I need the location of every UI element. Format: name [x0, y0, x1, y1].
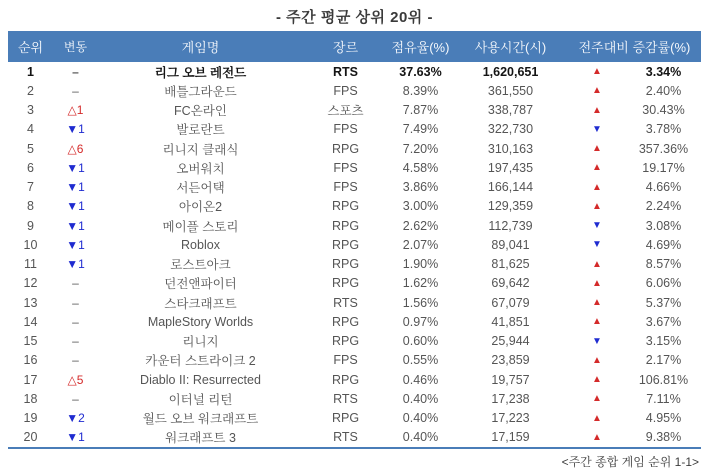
genre-cell: RTS — [333, 295, 358, 310]
game-name-cell: 서든어택 — [176, 181, 225, 196]
usage-time-cell: 69,642 — [491, 276, 530, 291]
share-cell: 0.40% — [402, 391, 439, 406]
rank-change-cell: – — [72, 83, 79, 98]
table-row — [8, 216, 701, 235]
game-name-cell: 발로란트 — [176, 123, 225, 138]
rank-cell: 20 — [23, 430, 38, 445]
game-name-cell: 던전앤파이터 — [164, 277, 237, 292]
share-cell: 37.63% — [399, 64, 442, 79]
game-name-cell: 오버워치 — [176, 161, 225, 176]
share-cell: 0.60% — [402, 334, 439, 349]
share-cell: 3.00% — [402, 199, 439, 214]
game-name-cell: 리니지 — [182, 335, 219, 350]
header-genre: 장르 — [332, 40, 359, 55]
header-usage-time: 사용시간(시) — [474, 40, 547, 55]
genre-cell: FPS — [333, 160, 358, 175]
share-cell: 4.58% — [402, 160, 439, 175]
usage-time-cell: 197,435 — [487, 160, 534, 175]
usage-time-cell: 361,550 — [487, 83, 534, 98]
share-cell: 1.62% — [402, 276, 439, 291]
trend-arrow-icon: ▲ — [592, 277, 602, 289]
genre-cell: RTS — [333, 64, 358, 79]
rate-cell: 6.06% — [645, 276, 682, 291]
genre-cell: FPS — [333, 122, 358, 137]
rank-cell: 7 — [27, 180, 34, 195]
game-name-cell: 워크래프트 3 — [165, 431, 236, 446]
genre-cell: RPG — [331, 218, 360, 233]
page-title: - 주간 평균 상위 20위 - — [276, 9, 433, 26]
table-row — [8, 409, 701, 428]
table-row — [8, 293, 701, 312]
trend-arrow-icon: ▲ — [592, 66, 602, 78]
rank-change-cell: – — [72, 391, 79, 406]
share-cell: 7.20% — [402, 141, 439, 156]
share-cell: 7.49% — [402, 122, 439, 137]
rate-cell: 9.38% — [645, 430, 682, 445]
trend-arrow-icon: ▲ — [592, 85, 602, 97]
table-row — [8, 370, 701, 389]
share-cell: 2.07% — [402, 237, 439, 252]
trend-arrow-icon: ▼ — [592, 123, 602, 135]
game-name-cell: Roblox — [181, 237, 220, 252]
usage-time-cell: 1,620,651 — [482, 64, 539, 79]
trend-arrow-icon: ▼ — [592, 239, 602, 251]
usage-time-cell: 81,625 — [491, 257, 530, 272]
table-row — [8, 255, 701, 274]
usage-time-cell: 23,859 — [491, 353, 530, 368]
rate-cell: 7.11% — [646, 391, 681, 406]
usage-time-cell: 338,787 — [487, 103, 534, 118]
rank-cell: 14 — [23, 314, 38, 329]
rate-cell: 4.66% — [645, 180, 682, 195]
genre-cell: RPG — [331, 237, 360, 252]
rate-cell: 8.57% — [645, 257, 682, 272]
game-name-cell: 카운터 스트라이크 2 — [145, 354, 256, 369]
rank-cell: 19 — [23, 411, 38, 426]
share-cell: 0.46% — [402, 372, 439, 387]
table-row — [8, 81, 701, 100]
header-game-name: 게임명 — [181, 40, 220, 55]
rank-cell: 3 — [27, 103, 34, 118]
rank-cell: 8 — [27, 199, 34, 214]
game-name-cell: MapleStory Worlds — [147, 314, 254, 329]
game-name-cell: 리니지 클래식 — [162, 142, 239, 157]
genre-cell: RPG — [331, 141, 360, 156]
table-row — [8, 178, 701, 197]
rate-cell: 3.67% — [645, 314, 682, 329]
game-name-cell: 메이플 스토리 — [162, 219, 239, 234]
share-cell: 0.40% — [402, 430, 439, 445]
trend-arrow-icon: ▲ — [592, 297, 602, 309]
genre-cell: RPG — [331, 276, 360, 291]
share-cell: 0.55% — [402, 353, 439, 368]
rate-cell: 4.69% — [645, 237, 682, 252]
usage-time-cell: 129,359 — [487, 199, 534, 214]
usage-time-cell: 166,144 — [487, 180, 534, 195]
footer-note: <주간 종합 게임 순위 1-1> — [561, 455, 699, 469]
share-cell: 1.56% — [402, 295, 439, 310]
rank-change-cell: ▼1 — [66, 237, 85, 252]
rate-cell: 4.95% — [645, 411, 682, 426]
genre-cell: FPS — [333, 353, 358, 368]
trend-arrow-icon: ▲ — [592, 316, 602, 328]
table-header-row — [8, 31, 701, 62]
trend-arrow-icon: ▲ — [592, 393, 602, 405]
trend-arrow-icon: ▲ — [592, 431, 602, 443]
rate-cell: 3.34% — [645, 64, 682, 79]
game-name-cell: FC온라인 — [174, 104, 227, 119]
rank-cell: 1 — [27, 64, 34, 79]
genre-cell: FPS — [333, 83, 358, 98]
trend-arrow-icon: ▲ — [592, 104, 602, 116]
table-row — [8, 274, 701, 293]
rate-cell: 30.43% — [642, 103, 685, 118]
rank-cell: 10 — [23, 237, 38, 252]
trend-arrow-icon: ▲ — [592, 162, 602, 174]
rate-cell: 19.17% — [642, 160, 685, 175]
table-row — [8, 235, 701, 254]
weekly-ranking-table — [8, 31, 701, 470]
rank-cell: 17 — [23, 372, 38, 387]
game-name-cell: 리그 오브 레전드 — [154, 65, 247, 80]
table-row — [8, 62, 701, 81]
rate-cell: 357.36% — [638, 141, 689, 156]
genre-cell: RTS — [333, 391, 358, 406]
trend-arrow-icon: ▲ — [592, 143, 602, 155]
genre-cell: RPG — [331, 199, 360, 214]
table-row — [8, 351, 701, 370]
genre-cell: RPG — [331, 257, 360, 272]
usage-time-cell: 310,163 — [487, 141, 534, 156]
share-cell: 0.97% — [402, 314, 439, 329]
rank-change-cell: ▼1 — [66, 199, 85, 214]
rank-change-cell: – — [72, 276, 79, 291]
game-name-cell: 아이온2 — [178, 200, 223, 215]
table-row — [8, 389, 701, 408]
rank-change-cell: △5 — [67, 372, 84, 387]
rank-change-cell: ▼1 — [66, 430, 85, 445]
game-name-cell: 로스트아크 — [170, 258, 231, 273]
usage-time-cell: 67,079 — [491, 295, 530, 310]
share-cell: 2.62% — [402, 218, 439, 233]
usage-time-cell: 19,757 — [491, 372, 530, 387]
rate-cell: 2.40% — [645, 83, 682, 98]
share-cell: 3.86% — [402, 180, 439, 195]
table-row — [8, 139, 701, 158]
game-name-cell: 스타크래프트 — [164, 296, 237, 311]
usage-time-cell: 17,159 — [491, 430, 530, 445]
rank-change-cell: △6 — [67, 141, 84, 156]
share-cell: 1.90% — [402, 257, 439, 272]
rank-cell: 16 — [23, 353, 38, 368]
genre-cell: RTS — [333, 430, 358, 445]
share-cell: 7.87% — [402, 103, 439, 118]
rank-cell: 2 — [27, 83, 34, 98]
trend-arrow-icon: ▲ — [592, 412, 602, 424]
table-body — [8, 62, 701, 447]
rank-change-cell: – — [72, 314, 79, 329]
rank-cell: 9 — [27, 218, 34, 233]
table-row — [8, 101, 701, 120]
game-name-cell: Diablo II: Resurrected — [140, 372, 261, 387]
share-cell: 8.39% — [402, 83, 439, 98]
usage-time-cell: 17,223 — [491, 411, 530, 426]
usage-time-cell: 25,944 — [491, 334, 530, 349]
usage-time-cell: 89,041 — [491, 237, 530, 252]
rank-cell: 13 — [23, 295, 38, 310]
rank-change-cell: ▼2 — [66, 411, 85, 426]
rate-cell: 106.81% — [638, 372, 689, 387]
trend-arrow-icon: ▲ — [592, 181, 602, 193]
genre-cell: RPG — [331, 372, 360, 387]
table-row — [8, 120, 701, 139]
rank-change-cell: – — [72, 334, 79, 349]
rank-change-cell: ▼1 — [66, 218, 85, 233]
rate-cell: 3.78% — [645, 122, 682, 137]
genre-cell: RPG — [331, 314, 360, 329]
rank-cell: 15 — [23, 334, 38, 349]
rank-cell: 5 — [27, 141, 34, 156]
genre-cell: RPG — [331, 411, 360, 426]
rank-cell: 18 — [23, 391, 38, 406]
trend-arrow-icon: ▲ — [592, 258, 602, 270]
rate-cell: 2.17% — [645, 353, 682, 368]
rate-cell: 2.24% — [645, 199, 682, 214]
header-wow-rate: 전주대비 증감률(%) — [578, 40, 691, 55]
share-cell: 0.40% — [402, 411, 439, 426]
rank-change-cell: △1 — [67, 103, 84, 118]
genre-cell: RPG — [331, 334, 360, 349]
header-share: 점유율(%) — [391, 40, 450, 55]
trend-arrow-icon: ▼ — [592, 335, 602, 347]
rank-change-cell: ▼1 — [66, 122, 85, 137]
table-row — [8, 158, 701, 177]
game-name-cell: 배틀그라운드 — [164, 84, 237, 99]
trend-arrow-icon: ▲ — [592, 374, 602, 386]
rank-change-cell: – — [72, 295, 79, 310]
rate-cell: 3.08% — [645, 218, 682, 233]
usage-time-cell: 112,739 — [488, 218, 533, 233]
rank-change-cell: ▼1 — [66, 180, 85, 195]
rate-cell: 3.15% — [645, 334, 682, 349]
trend-arrow-icon: ▲ — [592, 354, 602, 366]
table-row — [8, 312, 701, 331]
trend-arrow-icon: ▼ — [592, 220, 602, 232]
header-change: 변동 — [63, 40, 88, 54]
rank-cell: 11 — [24, 257, 37, 272]
rank-cell: 6 — [27, 160, 34, 175]
table-row — [8, 332, 701, 351]
genre-cell: 스포츠 — [327, 104, 364, 119]
rank-change-cell: ▼1 — [66, 160, 85, 175]
genre-cell: FPS — [333, 180, 358, 195]
rank-change-cell: – — [72, 353, 79, 368]
usage-time-cell: 41,851 — [491, 314, 530, 329]
game-name-cell: 이터널 리턴 — [168, 392, 233, 407]
game-name-cell: 월드 오브 워크래프트 — [142, 412, 259, 427]
usage-time-cell: 322,730 — [487, 122, 534, 137]
table-row — [8, 428, 701, 447]
header-rank: 순위 — [17, 40, 44, 55]
rank-change-cell: – — [72, 64, 79, 79]
trend-arrow-icon: ▲ — [592, 200, 602, 212]
table-row — [8, 197, 701, 216]
rate-cell: 5.37% — [645, 295, 682, 310]
rank-cell: 12 — [23, 276, 38, 291]
rank-cell: 4 — [27, 122, 34, 137]
usage-time-cell: 17,238 — [491, 391, 530, 406]
rank-change-cell: ▼1 — [66, 257, 85, 272]
